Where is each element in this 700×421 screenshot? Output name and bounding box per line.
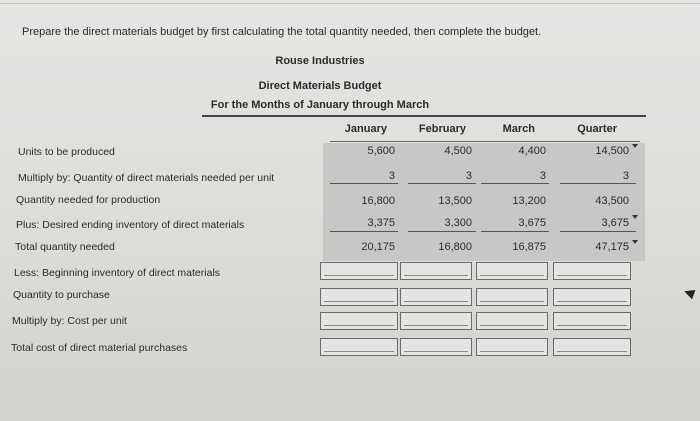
row-label-qty-purchase: Quantity to purchase xyxy=(13,289,110,301)
input-total-cost-qtr[interactable] xyxy=(553,338,631,356)
cell-total-qtr[interactable]: 47,175 xyxy=(595,241,629,253)
budget-period: For the Months of January through March xyxy=(210,99,430,111)
row-label-cost-per-unit: Multiply by: Cost per unit xyxy=(12,315,127,327)
cell-prod-feb[interactable]: 13,500 xyxy=(438,195,472,207)
cell-end-feb[interactable]: 3,300 xyxy=(444,217,472,229)
input-qty-purchase-jan[interactable] xyxy=(320,288,398,306)
input-beginning-inventory-qtr[interactable] xyxy=(553,262,631,280)
input-total-cost-feb[interactable] xyxy=(400,338,472,356)
cell-total-feb[interactable]: 16,800 xyxy=(438,241,472,253)
input-qty-purchase-feb[interactable] xyxy=(400,288,472,306)
input-beginning-inventory-jan[interactable] xyxy=(320,262,398,280)
underline xyxy=(560,183,636,184)
underline xyxy=(408,183,476,184)
cell-end-mar[interactable]: 3,675 xyxy=(518,217,546,229)
cell-units-qtr[interactable]: 14,500 xyxy=(595,145,629,157)
cell-units-mar[interactable]: 4,400 xyxy=(518,145,546,157)
col-january: January xyxy=(344,123,387,135)
cell-units-jan[interactable]: 5,600 xyxy=(367,145,395,157)
underline xyxy=(560,231,636,232)
edit-marker xyxy=(632,144,638,148)
input-cost-per-unit-feb[interactable] xyxy=(400,312,472,330)
input-cost-per-unit-mar[interactable] xyxy=(476,312,548,330)
input-beginning-inventory-feb[interactable] xyxy=(400,262,472,280)
row-label-qty-production: Quantity needed for production xyxy=(16,194,161,206)
row-label-units: Units to be produced xyxy=(18,146,115,158)
mouse-cursor-icon xyxy=(683,287,696,300)
row-label-ending-inventory: Plus: Desired ending inventory of direct materials xyxy=(16,219,245,231)
cell-qpu-jan[interactable]: 3 xyxy=(388,170,395,182)
edit-marker xyxy=(632,215,638,219)
cell-prod-jan[interactable]: 16,800 xyxy=(361,195,395,207)
input-total-cost-jan[interactable] xyxy=(320,338,398,356)
row-label-beginning-inventory: Less: Beginning inventory of direct materials xyxy=(14,267,221,279)
budget-title: Direct Materials Budget xyxy=(258,80,382,92)
row-label-qty-per-unit: Multiply by: Quantity of direct materials needed per unit xyxy=(18,172,275,184)
cell-end-jan[interactable]: 3,375 xyxy=(367,217,395,229)
col-february: February xyxy=(418,123,466,135)
input-qty-purchase-qtr[interactable] xyxy=(553,288,631,306)
instruction-text: Prepare the direct materials budget by first calculating the total quantity needed, then complete the budget. xyxy=(22,26,542,38)
input-qty-purchase-mar[interactable] xyxy=(476,288,548,306)
cell-end-qtr[interactable]: 3,675 xyxy=(601,217,629,229)
underline xyxy=(330,183,398,184)
input-total-cost-mar[interactable] xyxy=(476,338,548,356)
col-quarter: Quarter xyxy=(577,123,617,135)
input-beginning-inventory-mar[interactable] xyxy=(476,262,548,280)
col-march: March xyxy=(502,123,535,135)
input-cost-per-unit-qtr[interactable] xyxy=(553,312,631,330)
top-border xyxy=(0,3,700,4)
company-name: Rouse Industries xyxy=(275,55,365,67)
underline xyxy=(481,183,549,184)
cell-total-jan[interactable]: 20,175 xyxy=(361,241,395,253)
edit-marker xyxy=(632,240,638,244)
cell-prod-mar[interactable]: 13,200 xyxy=(512,195,546,207)
row-label-total-needed: Total quantity needed xyxy=(15,241,115,253)
row-label-total-cost: Total cost of direct material purchases xyxy=(11,342,188,354)
underline xyxy=(481,231,549,232)
cell-qpu-mar[interactable]: 3 xyxy=(539,170,546,182)
cell-prod-qtr[interactable]: 43,500 xyxy=(595,195,629,207)
input-cost-per-unit-jan[interactable] xyxy=(320,312,398,330)
cell-units-feb[interactable]: 4,500 xyxy=(444,145,472,157)
cell-qpu-feb[interactable]: 3 xyxy=(465,170,472,182)
cell-qpu-qtr[interactable]: 3 xyxy=(622,170,629,182)
header-rule xyxy=(202,115,646,117)
column-header-rule xyxy=(330,141,640,142)
cell-total-mar[interactable]: 16,875 xyxy=(512,241,546,253)
underline xyxy=(330,231,398,232)
underline xyxy=(408,231,476,232)
